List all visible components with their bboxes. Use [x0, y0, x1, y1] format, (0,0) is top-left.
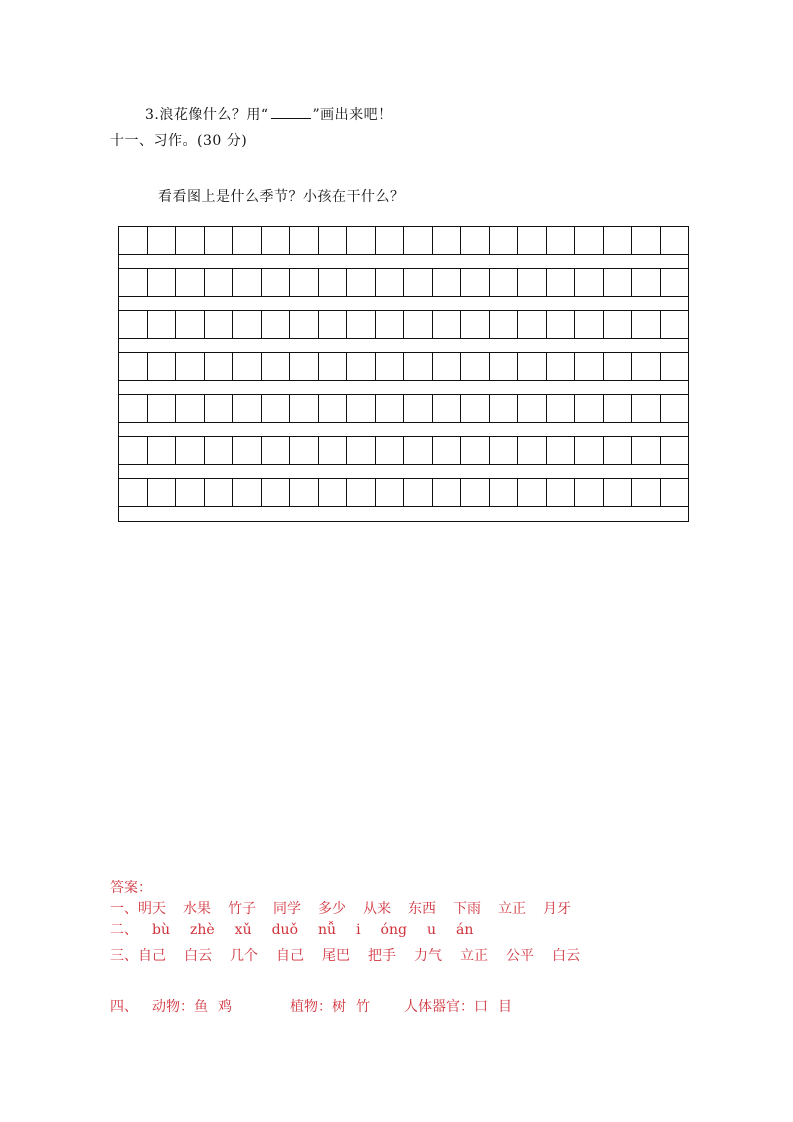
- answer-item: 自己: [138, 948, 166, 964]
- answers-title: 答案：: [110, 880, 152, 896]
- answer-item: u: [426, 922, 436, 938]
- grid-cell: [148, 479, 177, 506]
- grid-cell: [404, 479, 433, 506]
- grid-cell: [119, 395, 148, 422]
- grid-cell: [376, 353, 405, 380]
- grid-row: [119, 437, 688, 465]
- answer-line-4: [110, 996, 546, 1016]
- answer-item: 力气: [414, 948, 442, 964]
- answer-item: 几个: [230, 948, 258, 964]
- grid-cell: [404, 311, 433, 338]
- grid-cell: [205, 437, 234, 464]
- grid-spacer: [119, 255, 688, 269]
- answer-item: 明天: [138, 901, 166, 917]
- answer-item: 尾巴: [322, 948, 350, 964]
- grid-cell: [205, 353, 234, 380]
- grid-cell: [461, 479, 490, 506]
- grid-cell: [661, 479, 689, 506]
- grid-cell: [376, 479, 405, 506]
- grid-cell: [290, 269, 319, 296]
- answer-item: án: [456, 922, 474, 938]
- grid-cell: [632, 269, 661, 296]
- answer-item: 树: [332, 999, 346, 1015]
- grid-cell: [347, 311, 376, 338]
- grid-cell: [319, 395, 348, 422]
- grid-cell: [233, 353, 262, 380]
- grid-cell: [262, 395, 291, 422]
- grid-cell: [433, 269, 462, 296]
- grid-cell: [547, 395, 576, 422]
- grid-cell: [490, 311, 519, 338]
- grid-cell: [205, 311, 234, 338]
- grid-cell: [661, 353, 689, 380]
- answer-item: 月牙: [543, 901, 571, 917]
- grid-cell: [290, 395, 319, 422]
- grid-cell: [119, 479, 148, 506]
- grid-cell: [205, 395, 234, 422]
- grid-cell: [148, 227, 177, 254]
- grid-row: [119, 395, 688, 423]
- grid-cell: [319, 311, 348, 338]
- grid-row: [119, 269, 688, 297]
- grid-cell: [547, 353, 576, 380]
- grid-cell: [490, 269, 519, 296]
- grid-cell: [262, 437, 291, 464]
- grid-cell: [461, 227, 490, 254]
- answer-item: 自己: [276, 948, 304, 964]
- answer-item: i: [356, 922, 361, 938]
- answer-item: 下雨: [453, 901, 481, 917]
- grid-cell: [205, 269, 234, 296]
- answer-line-2: [110, 919, 493, 939]
- grid-cell: [461, 311, 490, 338]
- grid-cell: [461, 437, 490, 464]
- grid-row: [119, 353, 688, 381]
- grid-cell: [233, 269, 262, 296]
- question-3: [145, 104, 393, 124]
- grid-cell: [575, 437, 604, 464]
- answer-label: 三、: [110, 948, 138, 964]
- grid-cell: [518, 311, 547, 338]
- grid-cell: [376, 269, 405, 296]
- grid-cell: [290, 311, 319, 338]
- grid-cell: [233, 479, 262, 506]
- grid-cell: [632, 311, 661, 338]
- answer-item: 立正: [460, 948, 488, 964]
- grid-cell: [661, 227, 689, 254]
- grid-cell: [319, 479, 348, 506]
- grid-cell: [518, 269, 547, 296]
- grid-cell: [404, 269, 433, 296]
- grid-cell: [661, 311, 689, 338]
- grid-cell: [176, 479, 205, 506]
- answer-item: 立正: [498, 901, 526, 917]
- grid-cell: [176, 311, 205, 338]
- answer-label: 四、: [110, 999, 138, 1015]
- grid-cell: [604, 269, 633, 296]
- answer-item: duǒ: [271, 922, 299, 938]
- grid-cell: [290, 227, 319, 254]
- grid-cell: [119, 227, 148, 254]
- grid-cell: [376, 395, 405, 422]
- grid-cell: [290, 479, 319, 506]
- grid-row: [119, 311, 688, 339]
- grid-cell: [433, 227, 462, 254]
- grid-cell: [433, 437, 462, 464]
- answer-group-title: 动物：: [152, 999, 194, 1015]
- answer-item: 鸡: [218, 999, 232, 1015]
- grid-cell: [347, 227, 376, 254]
- grid-cell: [575, 227, 604, 254]
- grid-cell: [518, 395, 547, 422]
- answer-item: zhè: [189, 922, 215, 938]
- grid-cell: [547, 269, 576, 296]
- grid-cell: [119, 437, 148, 464]
- grid-cell: [233, 311, 262, 338]
- answer-item: 竹: [356, 999, 370, 1015]
- grid-cell: [632, 395, 661, 422]
- grid-cell: [461, 353, 490, 380]
- answer-label: 二、: [110, 922, 138, 938]
- grid-spacer: [119, 465, 688, 479]
- answer-item: 白云: [184, 948, 212, 964]
- answer-line-1: [110, 898, 588, 918]
- grid-cell: [632, 227, 661, 254]
- grid-spacer: [119, 507, 688, 521]
- grid-cell: [433, 479, 462, 506]
- grid-row: [119, 479, 688, 507]
- grid-spacer: [119, 339, 688, 353]
- writing-grid: [118, 226, 689, 522]
- answer-group: [152, 999, 242, 1015]
- grid-cell: [319, 437, 348, 464]
- grid-cell: [376, 227, 405, 254]
- grid-cell: [518, 227, 547, 254]
- grid-cell: [262, 227, 291, 254]
- grid-cell: [632, 479, 661, 506]
- grid-cell: [262, 311, 291, 338]
- grid-cell: [262, 269, 291, 296]
- grid-cell: [604, 311, 633, 338]
- grid-cell: [547, 479, 576, 506]
- grid-cell: [148, 311, 177, 338]
- grid-cell: [148, 437, 177, 464]
- grid-cell: [205, 227, 234, 254]
- grid-row: [119, 227, 688, 255]
- grid-cell: [233, 395, 262, 422]
- grid-cell: [661, 437, 689, 464]
- grid-cell: [148, 269, 177, 296]
- grid-cell: [632, 353, 661, 380]
- answer-item: 白云: [552, 948, 580, 964]
- writing-prompt: 看看图上是什么季节？小孩在干什么？: [158, 189, 405, 205]
- grid-cell: [290, 353, 319, 380]
- grid-cell: [205, 479, 234, 506]
- answer-item: 公平: [506, 948, 534, 964]
- grid-cell: [404, 227, 433, 254]
- answer-group-title: 植物：: [290, 999, 332, 1015]
- grid-cell: [347, 353, 376, 380]
- answer-item: 目: [498, 999, 512, 1015]
- grid-cell: [347, 479, 376, 506]
- grid-cell: [490, 353, 519, 380]
- answer-item: 东西: [408, 901, 436, 917]
- grid-cell: [319, 353, 348, 380]
- grid-cell: [661, 395, 689, 422]
- grid-cell: [290, 437, 319, 464]
- grid-cell: [461, 269, 490, 296]
- grid-cell: [376, 437, 405, 464]
- grid-cell: [433, 311, 462, 338]
- grid-spacer: [119, 381, 688, 395]
- grid-cell: [404, 353, 433, 380]
- grid-cell: [176, 437, 205, 464]
- grid-cell: [575, 395, 604, 422]
- answer-item: 从来: [363, 901, 391, 917]
- grid-cell: [404, 395, 433, 422]
- answer-item: nǚ: [318, 922, 337, 938]
- grid-cell: [604, 437, 633, 464]
- grid-cell: [262, 479, 291, 506]
- grid-cell: [262, 353, 291, 380]
- grid-cell: [604, 479, 633, 506]
- grid-cell: [176, 227, 205, 254]
- grid-cell: [347, 269, 376, 296]
- grid-cell: [632, 437, 661, 464]
- grid-cell: [490, 395, 519, 422]
- grid-cell: [433, 353, 462, 380]
- grid-cell: [461, 395, 490, 422]
- answer-item: 鱼: [194, 999, 208, 1015]
- grid-cell: [518, 479, 547, 506]
- grid-cell: [176, 269, 205, 296]
- grid-cell: [376, 311, 405, 338]
- grid-spacer: [119, 423, 688, 437]
- answer-item: bù: [152, 922, 170, 938]
- answer-item: 把手: [368, 948, 396, 964]
- answer-item: 多少: [318, 901, 346, 917]
- grid-cell: [518, 353, 547, 380]
- grid-spacer: [119, 297, 688, 311]
- grid-cell: [604, 395, 633, 422]
- grid-cell: [575, 269, 604, 296]
- answer-item: óng: [380, 922, 407, 938]
- grid-cell: [547, 437, 576, 464]
- answer-item: 口: [474, 999, 488, 1015]
- answer-label: 一、: [110, 901, 138, 917]
- grid-cell: [319, 227, 348, 254]
- grid-cell: [148, 395, 177, 422]
- grid-cell: [233, 437, 262, 464]
- grid-cell: [518, 437, 547, 464]
- grid-cell: [575, 479, 604, 506]
- grid-cell: [347, 437, 376, 464]
- section-11-title: 十一、习作。(30 分): [110, 133, 248, 149]
- grid-cell: [176, 395, 205, 422]
- answer-group-title: 人体器官：: [404, 999, 474, 1015]
- grid-cell: [604, 353, 633, 380]
- grid-cell: [575, 311, 604, 338]
- grid-cell: [661, 269, 689, 296]
- grid-cell: [490, 227, 519, 254]
- question-3-suffix: ”画出来吧！: [312, 107, 393, 123]
- grid-cell: [119, 353, 148, 380]
- grid-cell: [604, 227, 633, 254]
- grid-cell: [176, 353, 205, 380]
- grid-cell: [433, 395, 462, 422]
- grid-cell: [490, 437, 519, 464]
- grid-cell: [233, 227, 262, 254]
- answer-group: [404, 999, 522, 1015]
- question-3-prefix: 3.浪花像什么？用“: [145, 107, 269, 123]
- answer-item: xǔ: [234, 922, 252, 938]
- grid-cell: [119, 311, 148, 338]
- grid-cell: [347, 395, 376, 422]
- answer-group: [290, 999, 380, 1015]
- answer-item: 同学: [273, 901, 301, 917]
- grid-cell: [490, 479, 519, 506]
- answer-line-3: [110, 945, 598, 965]
- answer-item: 水果: [183, 901, 211, 917]
- grid-cell: [404, 437, 433, 464]
- grid-cell: [547, 227, 576, 254]
- grid-cell: [575, 353, 604, 380]
- grid-cell: [119, 269, 148, 296]
- grid-cell: [319, 269, 348, 296]
- grid-cell: [547, 311, 576, 338]
- answer-item: 竹子: [228, 901, 256, 917]
- grid-cell: [148, 353, 177, 380]
- answer-blank: [271, 106, 311, 119]
